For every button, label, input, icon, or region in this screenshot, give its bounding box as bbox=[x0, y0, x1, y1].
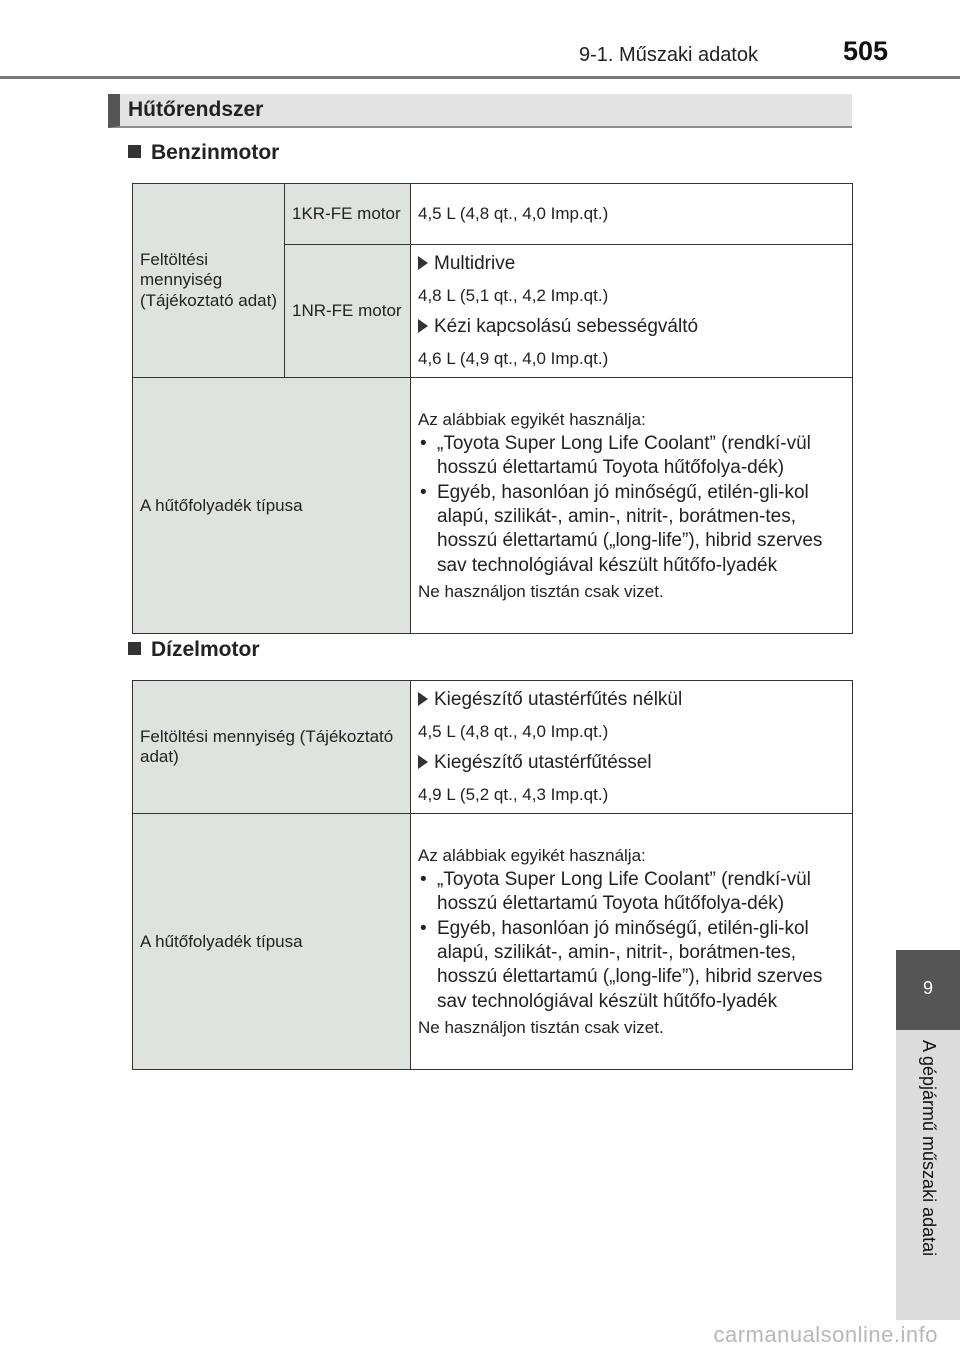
triangle-bullet-icon bbox=[418, 755, 428, 769]
option-label: Kiegészítő utastérfűtés nélkül bbox=[418, 689, 845, 712]
coolant-list bbox=[418, 868, 845, 1014]
page-header bbox=[0, 0, 960, 80]
option-value: 4,9 L (5,2 qt., 4,3 Imp.qt.) bbox=[418, 784, 609, 804]
triangle-bullet-icon bbox=[418, 256, 428, 270]
triangle-bullet-icon bbox=[418, 319, 428, 333]
coolant-type-value bbox=[411, 378, 853, 634]
coolant-note: Ne használjon tisztán csak vizet. bbox=[418, 581, 664, 601]
coolant-list bbox=[418, 432, 845, 578]
watermark: carmanualsonline.info bbox=[713, 1322, 938, 1347]
option-label: Kézi kapcsolású sebességváltó bbox=[418, 316, 845, 339]
option-value: 4,5 L (4,8 qt., 4,0 Imp.qt.) bbox=[418, 721, 609, 741]
list-item: • „Toyota Super Long Life Coolant” (rendkí-vül hosszú élettartamú Toyota hűtőfolya-dék) bbox=[418, 432, 845, 481]
petrol-coolant-table bbox=[132, 183, 853, 634]
section-title: Hűtőrendszer bbox=[128, 98, 264, 121]
chapter-number: 9 bbox=[922, 978, 933, 998]
capacity-options bbox=[411, 681, 853, 814]
list-item: • „Toyota Super Long Life Coolant” (rendkí-vül hosszú élettartamú Toyota hűtőfolya-dék) bbox=[418, 868, 845, 917]
section-reference: 9-1. Műszaki adatok bbox=[579, 44, 758, 66]
petrol-heading: Benzinmotor bbox=[128, 141, 279, 165]
chapter-title: A gépjármű műszaki adatai bbox=[919, 1040, 939, 1257]
option-value: 4,6 L (4,9 qt., 4,0 Imp.qt.) bbox=[418, 348, 609, 368]
section-title-bar bbox=[108, 94, 852, 128]
capacity-label: Feltöltési mennyiség (Tájékoztató adat) bbox=[133, 184, 285, 378]
engine-name: 1KR-FE motor bbox=[285, 184, 411, 245]
list-item: • Egyéb, hasonlóan jó minőségű, etilén-gli-kol alapú, szilikát-, amin-, nitrit-, borátmen-tes, hosszú élettartamú („long-life”), hibrid szerves sav technológiával készült hűtőfo-lyadék bbox=[418, 917, 845, 1014]
chapter-sidebar bbox=[896, 1030, 960, 1320]
option-label: Multidrive bbox=[418, 253, 845, 276]
option-value: 4,8 L (5,1 qt., 4,2 Imp.qt.) bbox=[418, 285, 609, 305]
option-label: Kiegészítő utastérfűtéssel bbox=[418, 752, 845, 775]
list-item: • Egyéb, hasonlóan jó minőségű, etilén-gli-kol alapú, szilikát-, amin-, nitrit-, borátmen-tes, hosszú élettartamú („long-life”), hibrid szerves sav technológiával készült hűtőfo-lyadék bbox=[418, 481, 845, 578]
chapter-tab bbox=[896, 950, 960, 1030]
diesel-coolant-table bbox=[132, 680, 853, 1070]
capacity-value: 4,5 L (4,8 qt., 4,0 Imp.qt.) bbox=[411, 184, 853, 245]
diesel-heading: Dízelmotor bbox=[128, 638, 260, 662]
triangle-bullet-icon bbox=[418, 692, 428, 706]
coolant-type-value bbox=[411, 814, 853, 1070]
coolant-intro: Az alábbiak egyikét használja: bbox=[418, 845, 646, 865]
capacity-label: Feltöltési mennyiség (Tájékoztató adat) bbox=[133, 681, 411, 814]
coolant-type-label: A hűtőfolyadék típusa bbox=[133, 814, 411, 1070]
coolant-note: Ne használjon tisztán csak vizet. bbox=[418, 1017, 664, 1037]
square-bullet-icon bbox=[128, 145, 141, 158]
square-bullet-icon bbox=[128, 642, 141, 655]
capacity-options bbox=[411, 245, 853, 378]
header-rule bbox=[0, 76, 960, 79]
page-number: 505 bbox=[842, 36, 888, 66]
coolant-type-label: A hűtőfolyadék típusa bbox=[133, 378, 411, 634]
engine-name: 1NR-FE motor bbox=[285, 245, 411, 378]
coolant-intro: Az alábbiak egyikét használja: bbox=[418, 409, 646, 429]
